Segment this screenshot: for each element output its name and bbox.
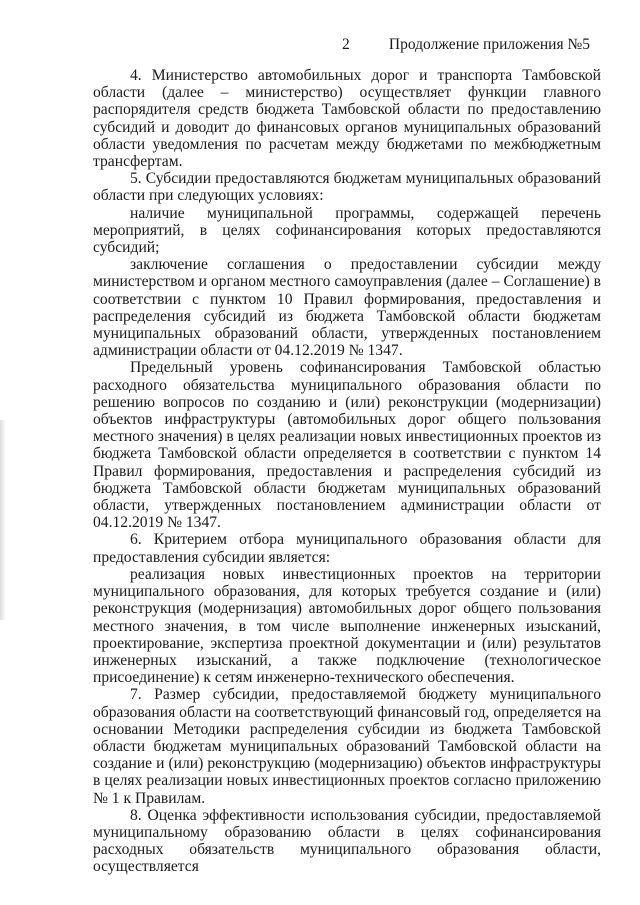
criterion-investment-projects: реализация новых инвестиционных проектов на территории муниципального образования, для которых требуется создание и (или) реконструкция (модернизация) автомобильных дорог общего пользования местного значения, в том числе выполнение инженерных изысканий, проектирование, экспертиза проектной документации и (или) результатов инженерных изысканий, а также подключение (технологическое присоединение) к сетям инженерно-технического обеспечения. (93, 565, 601, 687)
scan-edge-shadow (0, 420, 6, 620)
condition-agreement: заключение соглашения о предоставлении субсидии между министерством и органом местного самоуправления (далее – Соглашение) в соответствии с пунктом 10 Правил формирования, предоставления и распределения субсидий из бюджета Тамбовской области бюджетам муниципальных образований области, утвержденных постановлением администрации области от 04.12.2019 № 1347. (93, 256, 601, 360)
page-header (0, 36, 640, 58)
paragraph-item-5: 5. Субсидии предоставляются бюджетам муниципальных образований области при следующих условиях: (93, 170, 601, 205)
paragraph-item-4: 4. Министерство автомобильных дорог и транспорта Тамбовской области (далее – министерство) осуществляет функции главного распорядителя средств бюджета Тамбовской области по предоставлению субсидий и доводит до финансовых органов муниципальных образований области уведомления по расчетам между бюджетами по межбюджетным трансфертам. (93, 67, 601, 171)
page-number: 2 (342, 36, 350, 53)
paragraph-item-6: 6. Критерием отбора муниципального образования области для предоставления субсидии является: (93, 531, 601, 566)
appendix-continuation-caption: Продолжение приложения №5 (388, 36, 590, 53)
paragraph-item-7: 7. Размер субсидии, предоставляемой бюджету муниципального образования области на соответствующий финансовый год, определяется на основании Методики распределения субсидии из бюджета Тамбовской области бюджетам муниципальных образований Тамбовской области на создание и (или) реконструкцию (модернизацию) объектов инфраструктуры в целях реализации новых инвестиционных проектов согласно приложению № 1 к Правилам. (93, 686, 601, 807)
paragraph-item-8: 8. Оценка эффективности использования субсидии, предоставляемой муниципальному образованию области в целях софинансирования расходных обязательств муниципального образования области, осуществляется (93, 806, 601, 876)
document-body (93, 67, 601, 876)
condition-program: наличие муниципальной программы, содержащей перечень мероприятий, в целях софинансирования которых предоставляются субсидий; (93, 204, 601, 257)
paragraph-cofinancing-level: Предельный уровень софинансирования Тамбовской областью расходного обязательства муниципального образования области по решению вопросов по созданию и (или) реконструкции (модернизации) объектов инфраструктуры (автомобильных дорог общего пользования местного значения) в целях реализации новых инвестиционных проектов из бюджета Тамбовской области определяется в соответствии с пунктом 14 Правил формирования, предоставления и распределения субсидий из бюджета Тамбовской области бюджетам муниципальных образований области, утвержденных постановлением администрации области от 04.12.2019 № 1347. (93, 359, 601, 532)
